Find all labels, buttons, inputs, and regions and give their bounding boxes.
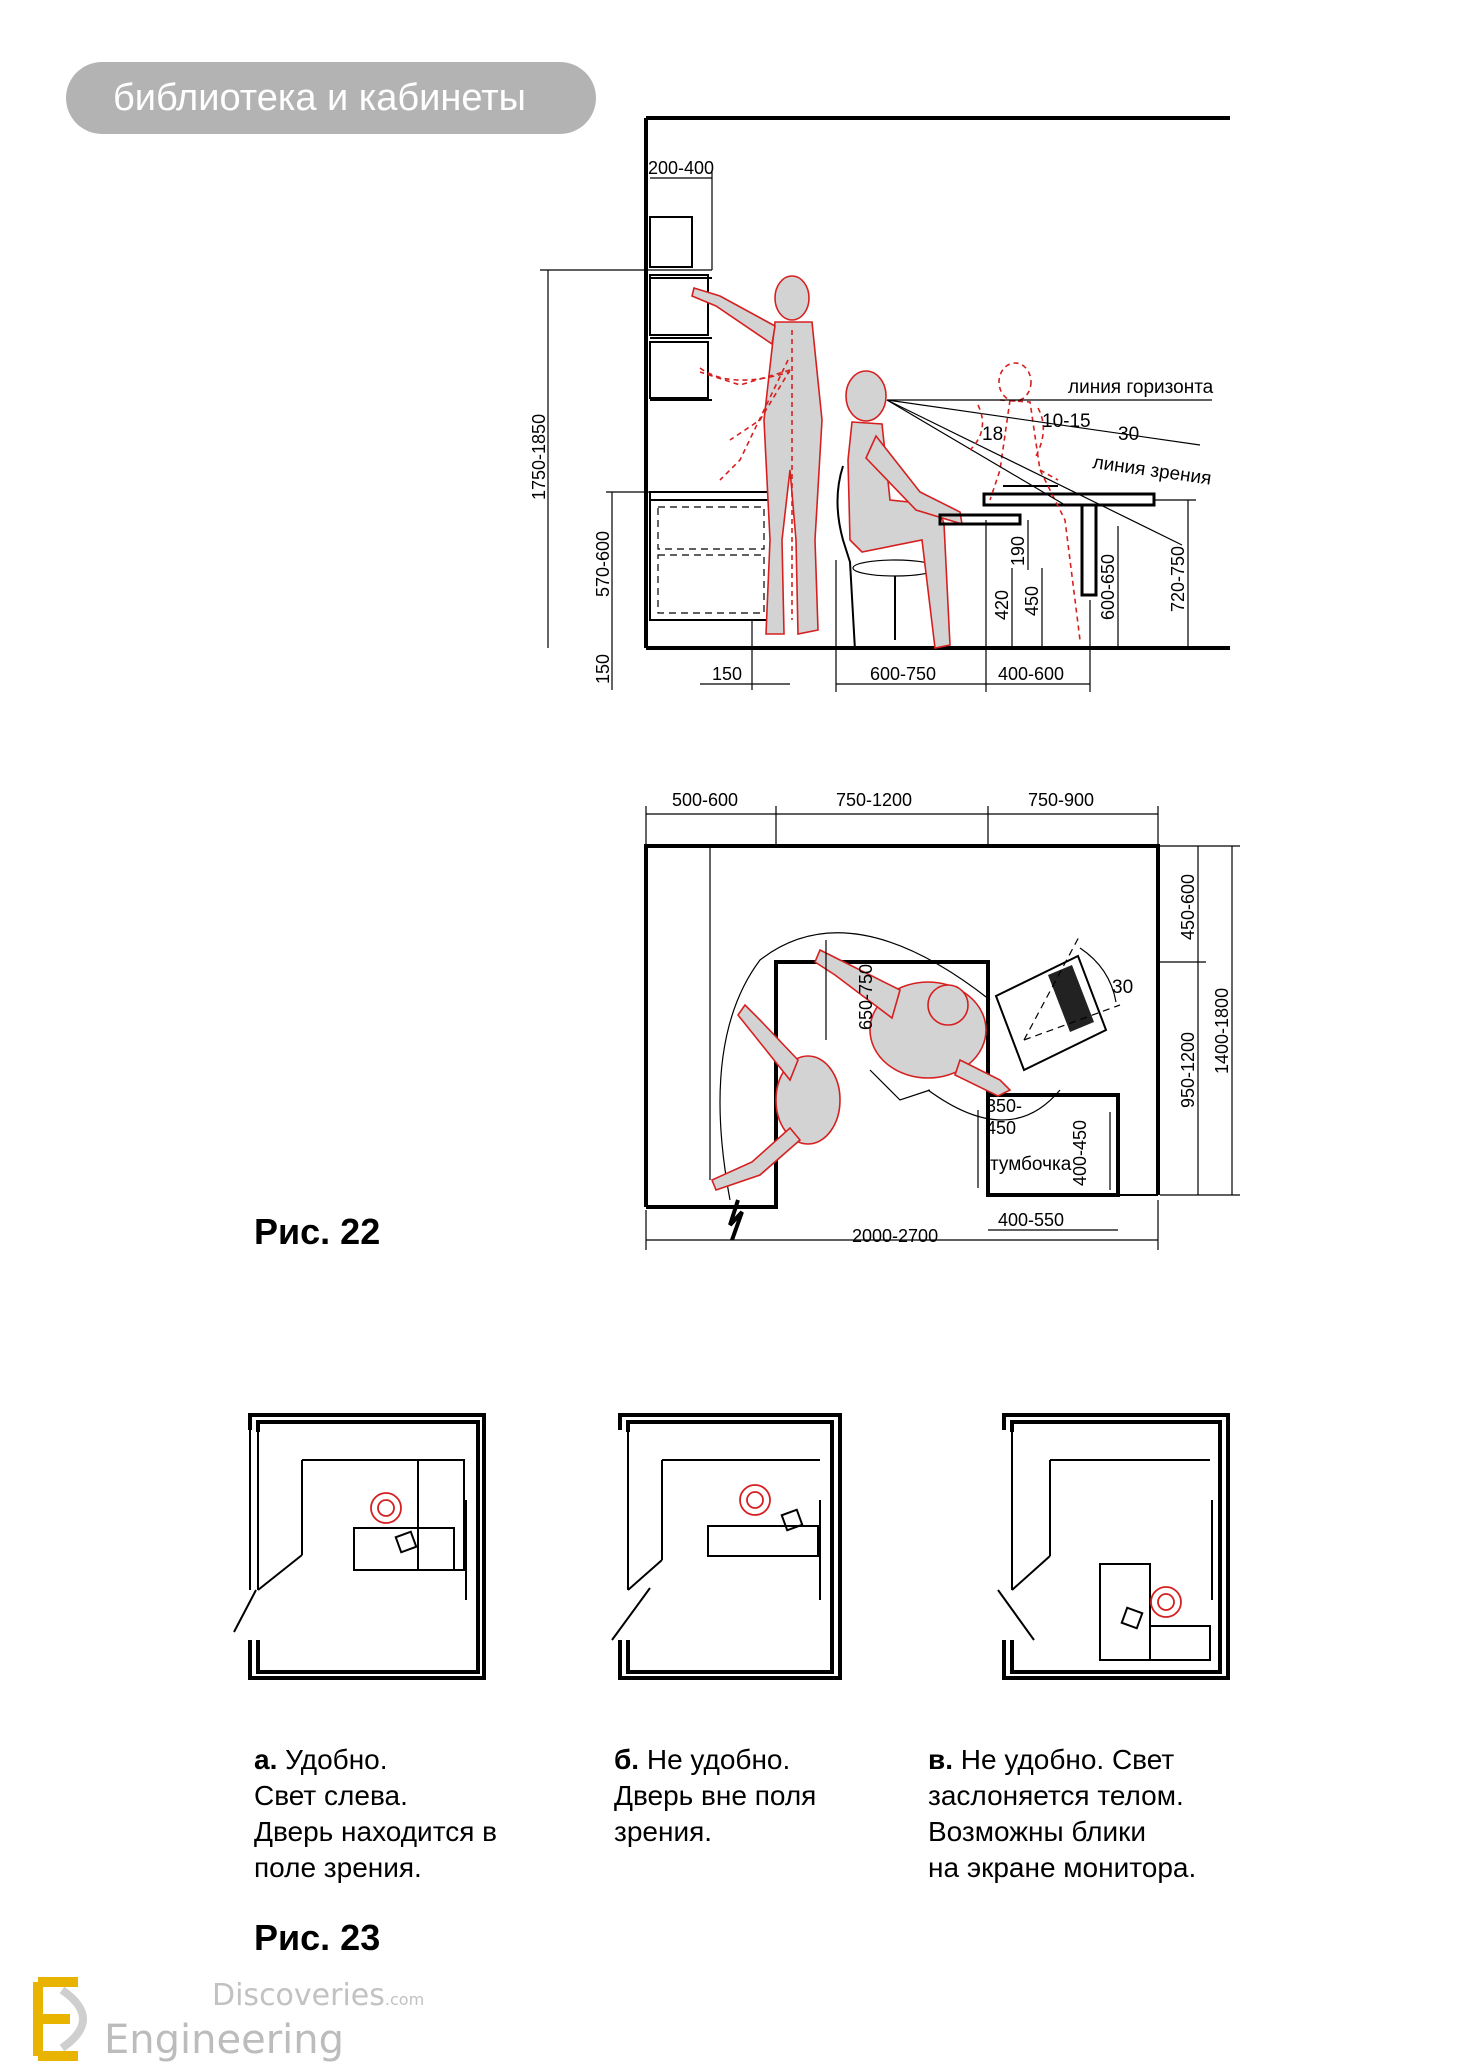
variant-a-line-4: поле зрения. — [254, 1852, 422, 1883]
door-leaf — [998, 1590, 1034, 1640]
arm — [712, 1128, 800, 1190]
watermark — [38, 1978, 424, 2063]
room-walls-outer — [250, 1415, 484, 1678]
standing-person-figure — [692, 276, 822, 634]
plan-view — [646, 790, 1240, 1250]
person-icon — [371, 1493, 401, 1523]
variant-a-line-2: Свет слева. — [254, 1780, 408, 1811]
dim-plan-top-2: 750-1200 — [836, 790, 913, 810]
arm — [738, 1005, 798, 1080]
dim-plinth: 150 — [593, 653, 613, 684]
desk-top — [984, 494, 1154, 505]
monitor — [996, 935, 1133, 1070]
watermark-discoveries: Discoveries.com — [212, 1978, 425, 2013]
person-head — [747, 1492, 763, 1508]
cabinet-drawer — [658, 555, 764, 613]
cabinet-body — [650, 492, 772, 620]
variant-a-plan — [234, 1415, 484, 1678]
dim-plan-right-total: 1400-1800 — [1212, 987, 1232, 1074]
angle-30-label: 30 — [1118, 424, 1140, 445]
head — [999, 363, 1031, 401]
section-header — [66, 62, 596, 134]
variant-a-line-1: а. Удобно. — [254, 1744, 388, 1775]
dim-chair-zone: 600-750 — [870, 664, 937, 684]
shelf-box — [650, 275, 708, 335]
variant-b-line-1: б. Не удобно. — [614, 1744, 791, 1775]
dim-plan-top-1: 500-600 — [672, 790, 739, 810]
dim-plan-total-width: 2000-2700 — [852, 1226, 939, 1246]
variant-c-line-2: заслоняется телом. — [928, 1780, 1184, 1811]
desk — [708, 1526, 818, 1556]
corner-cut — [1012, 1556, 1050, 1590]
room-walls-outer — [1004, 1415, 1228, 1678]
corner-cut — [258, 1555, 302, 1590]
pedestal-label: тумбочка — [990, 1154, 1072, 1175]
desk — [940, 486, 1154, 595]
cabinet-drawer — [658, 507, 764, 549]
variant-c-caption — [928, 1744, 1196, 1883]
dim-plan-pedestal-width: 400-550 — [998, 1210, 1065, 1230]
plan-seated-figure — [815, 950, 1010, 1100]
desk-return — [418, 1460, 464, 1570]
horizon-line-label: линия горизонта — [1068, 377, 1214, 398]
dim-plan-pedestal-clear-2: 450 — [986, 1118, 1017, 1138]
person-icon — [1151, 1587, 1181, 1617]
watermark-engineering: Engineering — [104, 2017, 344, 2063]
elevation-view — [529, 118, 1230, 692]
dim-seat-height: 420 — [992, 589, 1012, 620]
dim-cabinet-height: 570-600 — [593, 530, 613, 597]
dim-plan-top-3: 750-900 — [1028, 790, 1095, 810]
arm — [955, 1060, 1010, 1096]
header-label: библиотека и кабинеты — [113, 77, 526, 119]
dim-seat-height-2: 450 — [1022, 585, 1042, 616]
dim-toe-gap: 150 — [712, 664, 743, 684]
dim-plan-pedestal-clear-1: 350- — [986, 1096, 1023, 1116]
person-icon — [740, 1485, 770, 1515]
desk-leg — [1082, 505, 1096, 595]
low-cabinet — [650, 492, 772, 620]
laptop-icon — [782, 1510, 803, 1531]
corner-cut — [628, 1560, 662, 1590]
plan-angle-label: 30 — [1112, 977, 1134, 998]
figure-23-caption: Рис. 23 — [254, 1917, 381, 1958]
variant-b-caption — [614, 1744, 816, 1847]
room-walls-outer — [620, 1415, 840, 1678]
dim-plan-right-2: 950-1200 — [1178, 1031, 1198, 1108]
laptop-icon — [396, 1532, 417, 1553]
variant-b-plan — [612, 1415, 840, 1678]
sight-line-label: линия зрения — [1091, 452, 1213, 490]
door-leaf — [612, 1588, 650, 1640]
dim-leg-zone: 400-600 — [998, 664, 1065, 684]
laptop-icon — [1122, 1608, 1143, 1629]
torso-legs — [764, 322, 822, 634]
angle-10-15-label: 10-15 — [1042, 411, 1091, 432]
variant-b-line-2: Дверь вне поля — [614, 1780, 817, 1811]
variant-c-line-3: Возможны блики — [928, 1816, 1147, 1847]
head — [928, 985, 968, 1025]
dim-desk-height: 720-750 — [1168, 545, 1188, 612]
variant-c-line-4: на экране монитора. — [928, 1852, 1197, 1883]
door-leaf — [234, 1590, 256, 1632]
dim-reach-height: 1750-1850 — [529, 413, 549, 500]
dim-keyboard-height: 190 — [1008, 535, 1028, 566]
desk-return — [1150, 1626, 1210, 1660]
variant-c-plan — [998, 1415, 1228, 1678]
torso-legs — [848, 422, 950, 648]
dim-plan-right-1: 450-600 — [1178, 873, 1198, 940]
monitor-screen — [1048, 965, 1094, 1032]
person-head — [378, 1500, 394, 1516]
dim-plan-reach: 650-750 — [856, 963, 876, 1030]
angle-18-label: 18 — [982, 424, 1004, 445]
head — [775, 276, 809, 320]
variant-a-line-3: Дверь находится в — [254, 1816, 498, 1847]
dim-shelf-depth: 200-400 — [648, 158, 715, 178]
dim-table-height: 600-650 — [1098, 553, 1118, 620]
variant-b-line-3: зрения. — [614, 1816, 713, 1847]
seated-person-figure — [838, 371, 963, 650]
shelf-box — [650, 342, 708, 398]
head — [846, 371, 886, 421]
person-head — [1158, 1594, 1174, 1610]
dim-plan-pedestal-depth: 400-450 — [1070, 1119, 1090, 1186]
figure-22-caption: Рис. 22 — [254, 1211, 381, 1252]
variant-c-line-1: в. Не удобно. Свет — [928, 1744, 1175, 1775]
shelf-box — [650, 217, 692, 267]
variant-a-caption — [254, 1744, 497, 1883]
